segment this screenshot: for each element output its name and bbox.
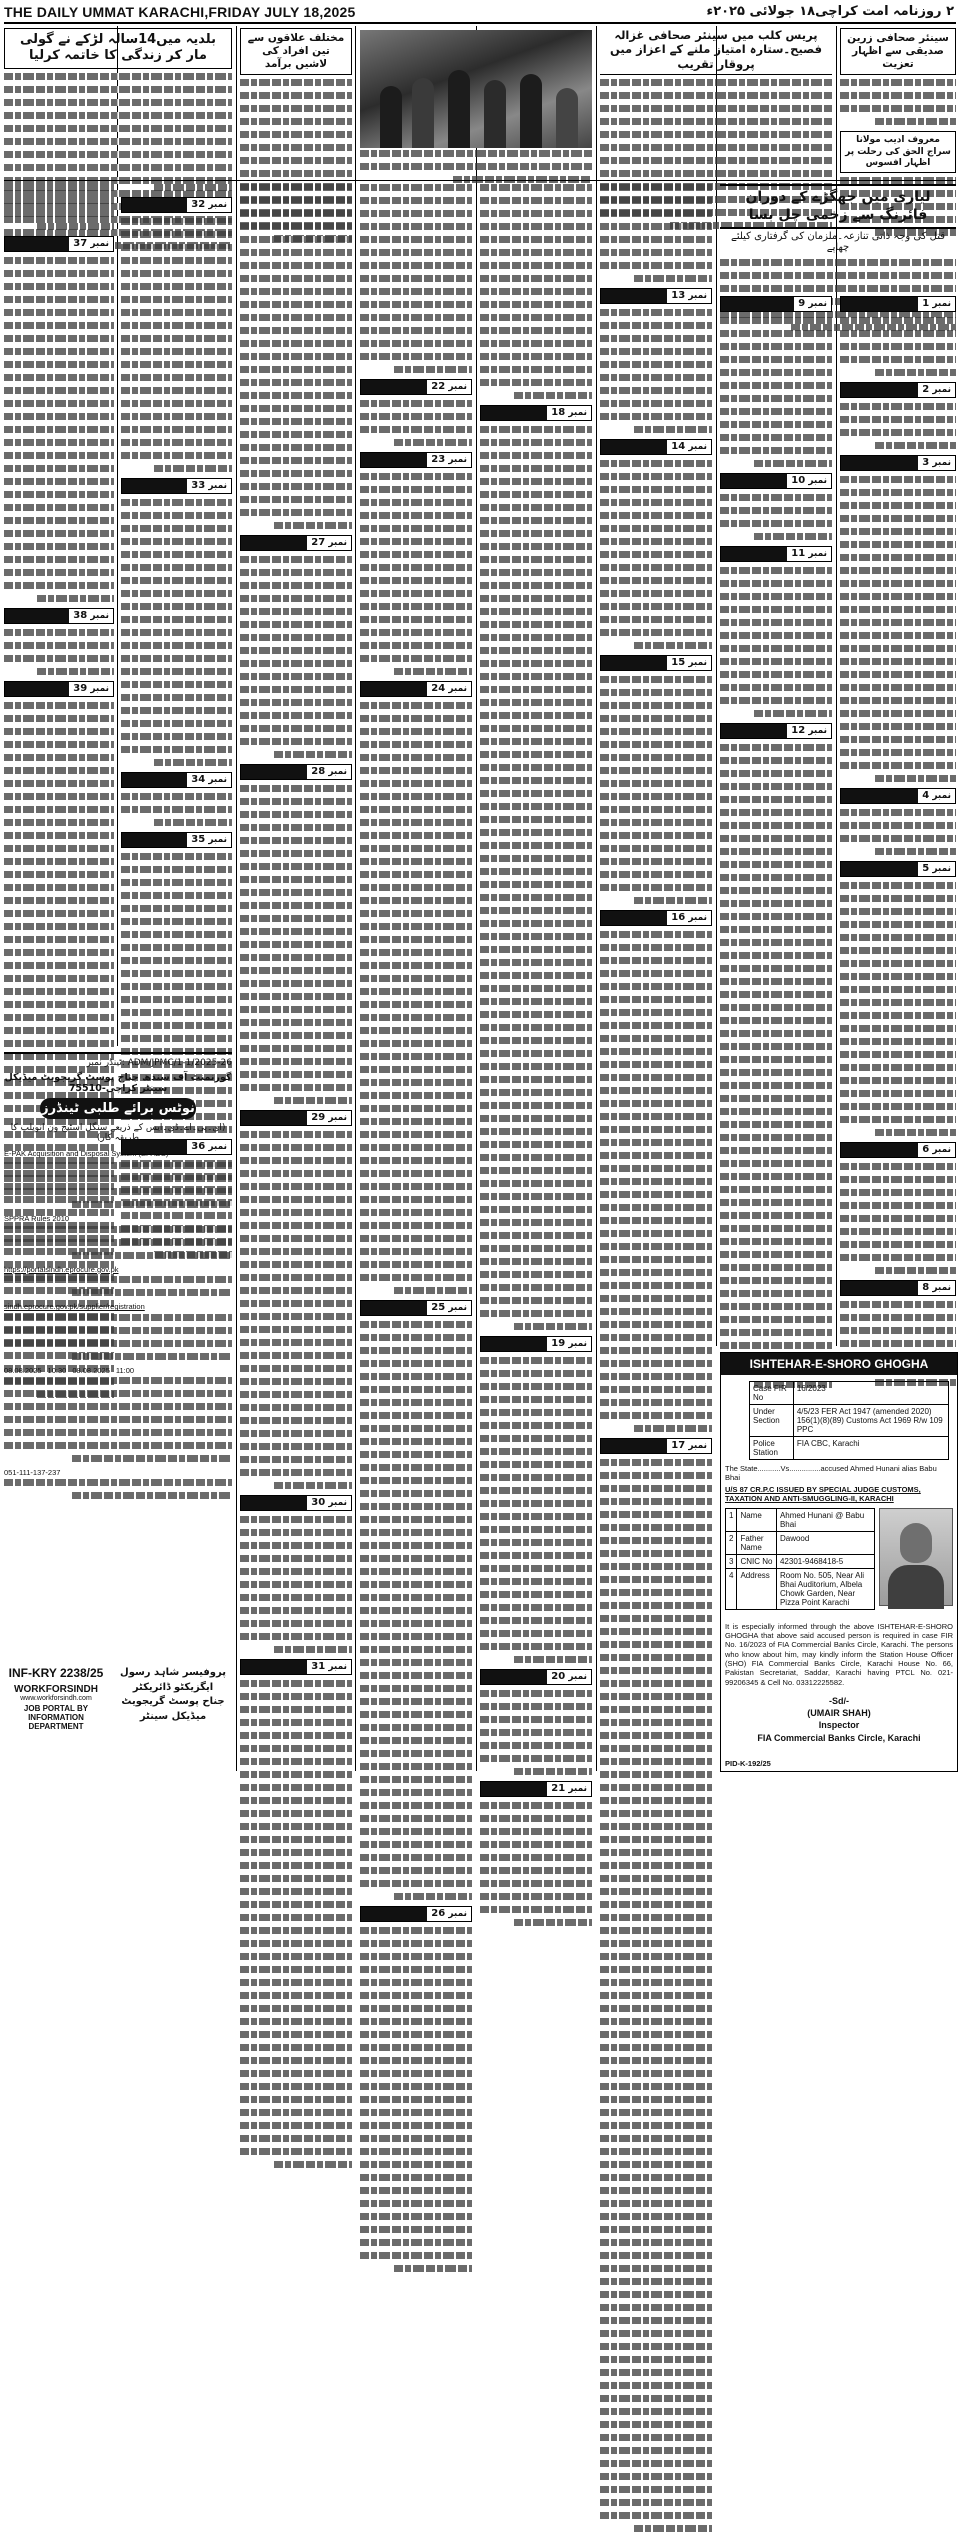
tender-sign-name: پروفیسر شاہد رسول xyxy=(120,1667,226,1678)
brief-header: نمبر 21 xyxy=(480,1781,592,1797)
job-portal-by: JOB PORTAL BY xyxy=(23,1704,89,1713)
brief-header: نمبر 19 xyxy=(480,1336,592,1352)
tender-date-1: 08.08.2025 xyxy=(4,1365,42,1375)
brief-header: نمبر 9 xyxy=(720,296,832,312)
ishtehar-notice xyxy=(720,1352,958,1772)
briefs-column-4 xyxy=(480,184,592,1794)
headline-lyari: لیاری میں جھگڑے کے دوران فائرنگ سے زخمی چل بسا xyxy=(720,184,956,229)
brief-header: نمبر 16 xyxy=(600,910,712,926)
brief-header: نمبر 23 xyxy=(360,452,472,468)
brief-header: نمبر 12 xyxy=(720,723,832,739)
brief-header: نمبر 27 xyxy=(240,535,352,551)
brief-header: نمبر 4 xyxy=(840,788,956,804)
brief-header: نمبر 18 xyxy=(480,405,592,421)
tender-sppra: SPPRA Rules 2010 xyxy=(4,1214,70,1224)
brief-header: نمبر 17 xyxy=(600,1438,712,1454)
story-baldia xyxy=(4,28,232,178)
ishtehar-office: FIA Commercial Banks Circle, Karachi xyxy=(757,1732,921,1743)
brief-header: نمبر 11 xyxy=(720,546,832,562)
brief-header: نمبر 10 xyxy=(720,473,832,489)
brief-header: نمبر 13 xyxy=(600,288,712,304)
tender-sign-org-1: جناح پوسٹ گریجویٹ xyxy=(121,1696,225,1707)
briefs-column-6 xyxy=(720,290,832,1340)
tender-portal-link[interactable]: https://portalsindh.eprocure.gov.pk xyxy=(4,1264,119,1274)
brief-header: نمبر 15 xyxy=(600,655,712,671)
tender-time-2: 11:00 xyxy=(115,1365,135,1375)
masthead-rule xyxy=(4,22,956,24)
tender-title: نوٹس برائے طلبی ٹینڈرز xyxy=(40,1098,196,1119)
briefs-column-2 xyxy=(240,184,352,1769)
brief-header: نمبر 20 xyxy=(480,1669,592,1685)
accused-photo xyxy=(879,1508,953,1606)
briefs-column-5 xyxy=(600,184,712,1769)
brief-header: نمبر 29 xyxy=(240,1110,352,1126)
brief-header: نمبر 32 xyxy=(121,197,232,213)
brief-header: نمبر 37 xyxy=(4,236,114,252)
brief-header: نمبر 1 xyxy=(840,296,956,312)
headline-press-club: پریس کلب میں سینئر صحافی غزالہ فصیح۔ستارہ امتیاز ملنے کے اعزاز میں پروقار تقریب xyxy=(600,28,832,75)
masthead-left: THE DAILY UMMAT KARACHI,FRIDAY JULY 18,2025 xyxy=(4,4,356,20)
workforsindh-url: www.workforsindh.com xyxy=(20,1695,92,1702)
tender-registration-link[interactable]: sindh.eprocure.gov.pk/supplier/registration xyxy=(4,1302,145,1312)
tender-org: گورنمنٹ آف سندھ جناح پوسٹ گریجویٹ میڈیکل سینٹر کراچی-75510 xyxy=(4,1072,232,1094)
ishtehar-state-line: The State...........Vs...............accused Ahmed Hunani alias Babu Bhai xyxy=(725,1464,937,1483)
photo-caption xyxy=(360,150,592,180)
brief-header: نمبر 5 xyxy=(840,861,956,877)
story-press-club xyxy=(600,28,832,178)
brief-header: نمبر 25 xyxy=(360,1300,472,1316)
brief-header: نمبر 34 xyxy=(121,772,232,788)
ishtehar-rank: Inspector xyxy=(818,1720,860,1731)
ishtehar-title: ISHTEHAR-E-SHORO GHOGHA xyxy=(721,1353,957,1375)
tender-subtitle: (ای۔پی۔اے۔ڈی۔ایس کے ذریعے سنگل اسٹیج ون انویلپ کا طریقہ کار) xyxy=(10,1123,226,1143)
brief-header: نمبر 33 xyxy=(121,478,232,494)
tender-phone: 051-111-137-237 xyxy=(4,1467,61,1477)
briefs-column-3 xyxy=(360,184,472,1919)
brief-header: نمبر 14 xyxy=(600,439,712,455)
ishtehar-court-line: U/S 87 CR.P.C ISSUED BY SPECIAL JUDGE CUSTOMS, TAXATION AND ANTI-SMUGGLING-II, KARACHI xyxy=(725,1484,921,1504)
tender-time-1: 10:30 xyxy=(47,1365,67,1375)
information-department: INFORMATION DEPARTMENT xyxy=(28,1713,84,1731)
press-club-photo xyxy=(360,30,592,148)
brief-header: نمبر 6 xyxy=(840,1142,956,1158)
subheadline-lyari: قتل کی وجہ ذاتی تنازعہ۔ملزمان کی گرفتاری کیلئے چھاپے xyxy=(730,231,946,253)
briefs-column-1 xyxy=(4,184,114,1044)
brief-header: نمبر 22 xyxy=(360,379,472,395)
ishtehar-case-table: Case FIR No 16/2023 Under Section 4/5/23 FER Act 1947 (amended 2020) 156(1)(8)(89) Customs Act 1969 R/w 109 PPC Police Station FIA CBC, Karachi xyxy=(749,1381,949,1460)
brief-header: نمبر 24 xyxy=(360,681,472,697)
tender-date-2: 08.08.2025 xyxy=(72,1365,110,1375)
workforsindh-logo: WORKFORSINDH xyxy=(14,1684,98,1695)
ishtehar-officer: (UMAIR SHAH) xyxy=(807,1708,871,1719)
story-condolence xyxy=(840,28,956,178)
brief-header: نمبر 38 xyxy=(4,608,114,624)
tender-notice xyxy=(4,1052,232,1772)
tender-epads: E-PAK Acquisition and Disposal System (EPADS) xyxy=(4,1149,169,1158)
headline-three-bodies: مختلف علاقوں سے تین افراد کی لاشیں برآمد xyxy=(240,28,352,75)
brief-header: نمبر 3 xyxy=(840,455,956,471)
tender-ref: 1-1/2025-26/ADM/JPMC :ٹینڈر نمبر xyxy=(86,1058,232,1068)
tender-sign-org-2: میڈیکل سینٹر xyxy=(139,1710,207,1722)
brief-header: نمبر 30 xyxy=(240,1495,352,1511)
brief-header: نمبر 31 xyxy=(240,1659,352,1675)
subheadline-condolence: معروف ادیب مولانا سراج الحق کی رحلت پر اظہار افسوس xyxy=(840,131,956,173)
tender-inf-code: INF-KRY 2238/25 xyxy=(8,1666,104,1680)
ishtehar-sd: -Sd/- xyxy=(829,1696,849,1707)
ishtehar-person-table: 1 Name Ahmed Hunani @ Babu Bhai 2 Father Name Dawood 3 CNIC No 42301-9468418-5 4 Address Room No. 505, Near Ali Bhai Auditorium, Albela Chowk Garden, Near Pizza Point Karachi xyxy=(725,1508,875,1610)
story-three-bodies xyxy=(240,28,352,178)
ishtehar-notice-text: It is especially informed through the above ISHTEHAR-E-SHORO GHOGHA that above said accused person is required in case FIR No. 16/2023 of FIA Commercial Banks Circle, Karachi. The persons who know about him, may kindly inform the Station House Officer (SHO) FIA Commercial Banks Circle, Karachi House No. 66, Pakistan Secretariat, Saddar, Karachi having PTCL No. 021-99206345 & Cell No. 03312225582. xyxy=(725,1621,953,1687)
headline-condolence: سینئر صحافی زرین صدیقی سے اظہار تعزیت xyxy=(840,28,956,75)
headline-baldia: بلدیہ میں14سالہ لڑکے نے گولی مار کر زندگی کا خاتمہ کرلیا xyxy=(4,28,232,69)
ishtehar-pid: PID-K-192/25 xyxy=(725,1758,771,1768)
masthead-right: ۲ روزنامہ امت کراچی۱۸ جولائی ۲۰۲۵ء xyxy=(706,4,954,19)
brief-header: نمبر 28 xyxy=(240,764,352,780)
brief-header: نمبر 39 xyxy=(4,681,114,697)
brief-header: نمبر 8 xyxy=(840,1280,956,1296)
brief-header: نمبر 36 xyxy=(121,1139,232,1155)
brief-header: نمبر 35 xyxy=(121,832,232,848)
story-lyari xyxy=(720,184,956,284)
brief-header: نمبر 2 xyxy=(840,382,956,398)
tender-sign-title: ایگزیکٹو ڈائریکٹر xyxy=(132,1681,214,1693)
brief-header: نمبر 26 xyxy=(360,1906,472,1922)
briefs-column-7 xyxy=(840,290,956,1340)
